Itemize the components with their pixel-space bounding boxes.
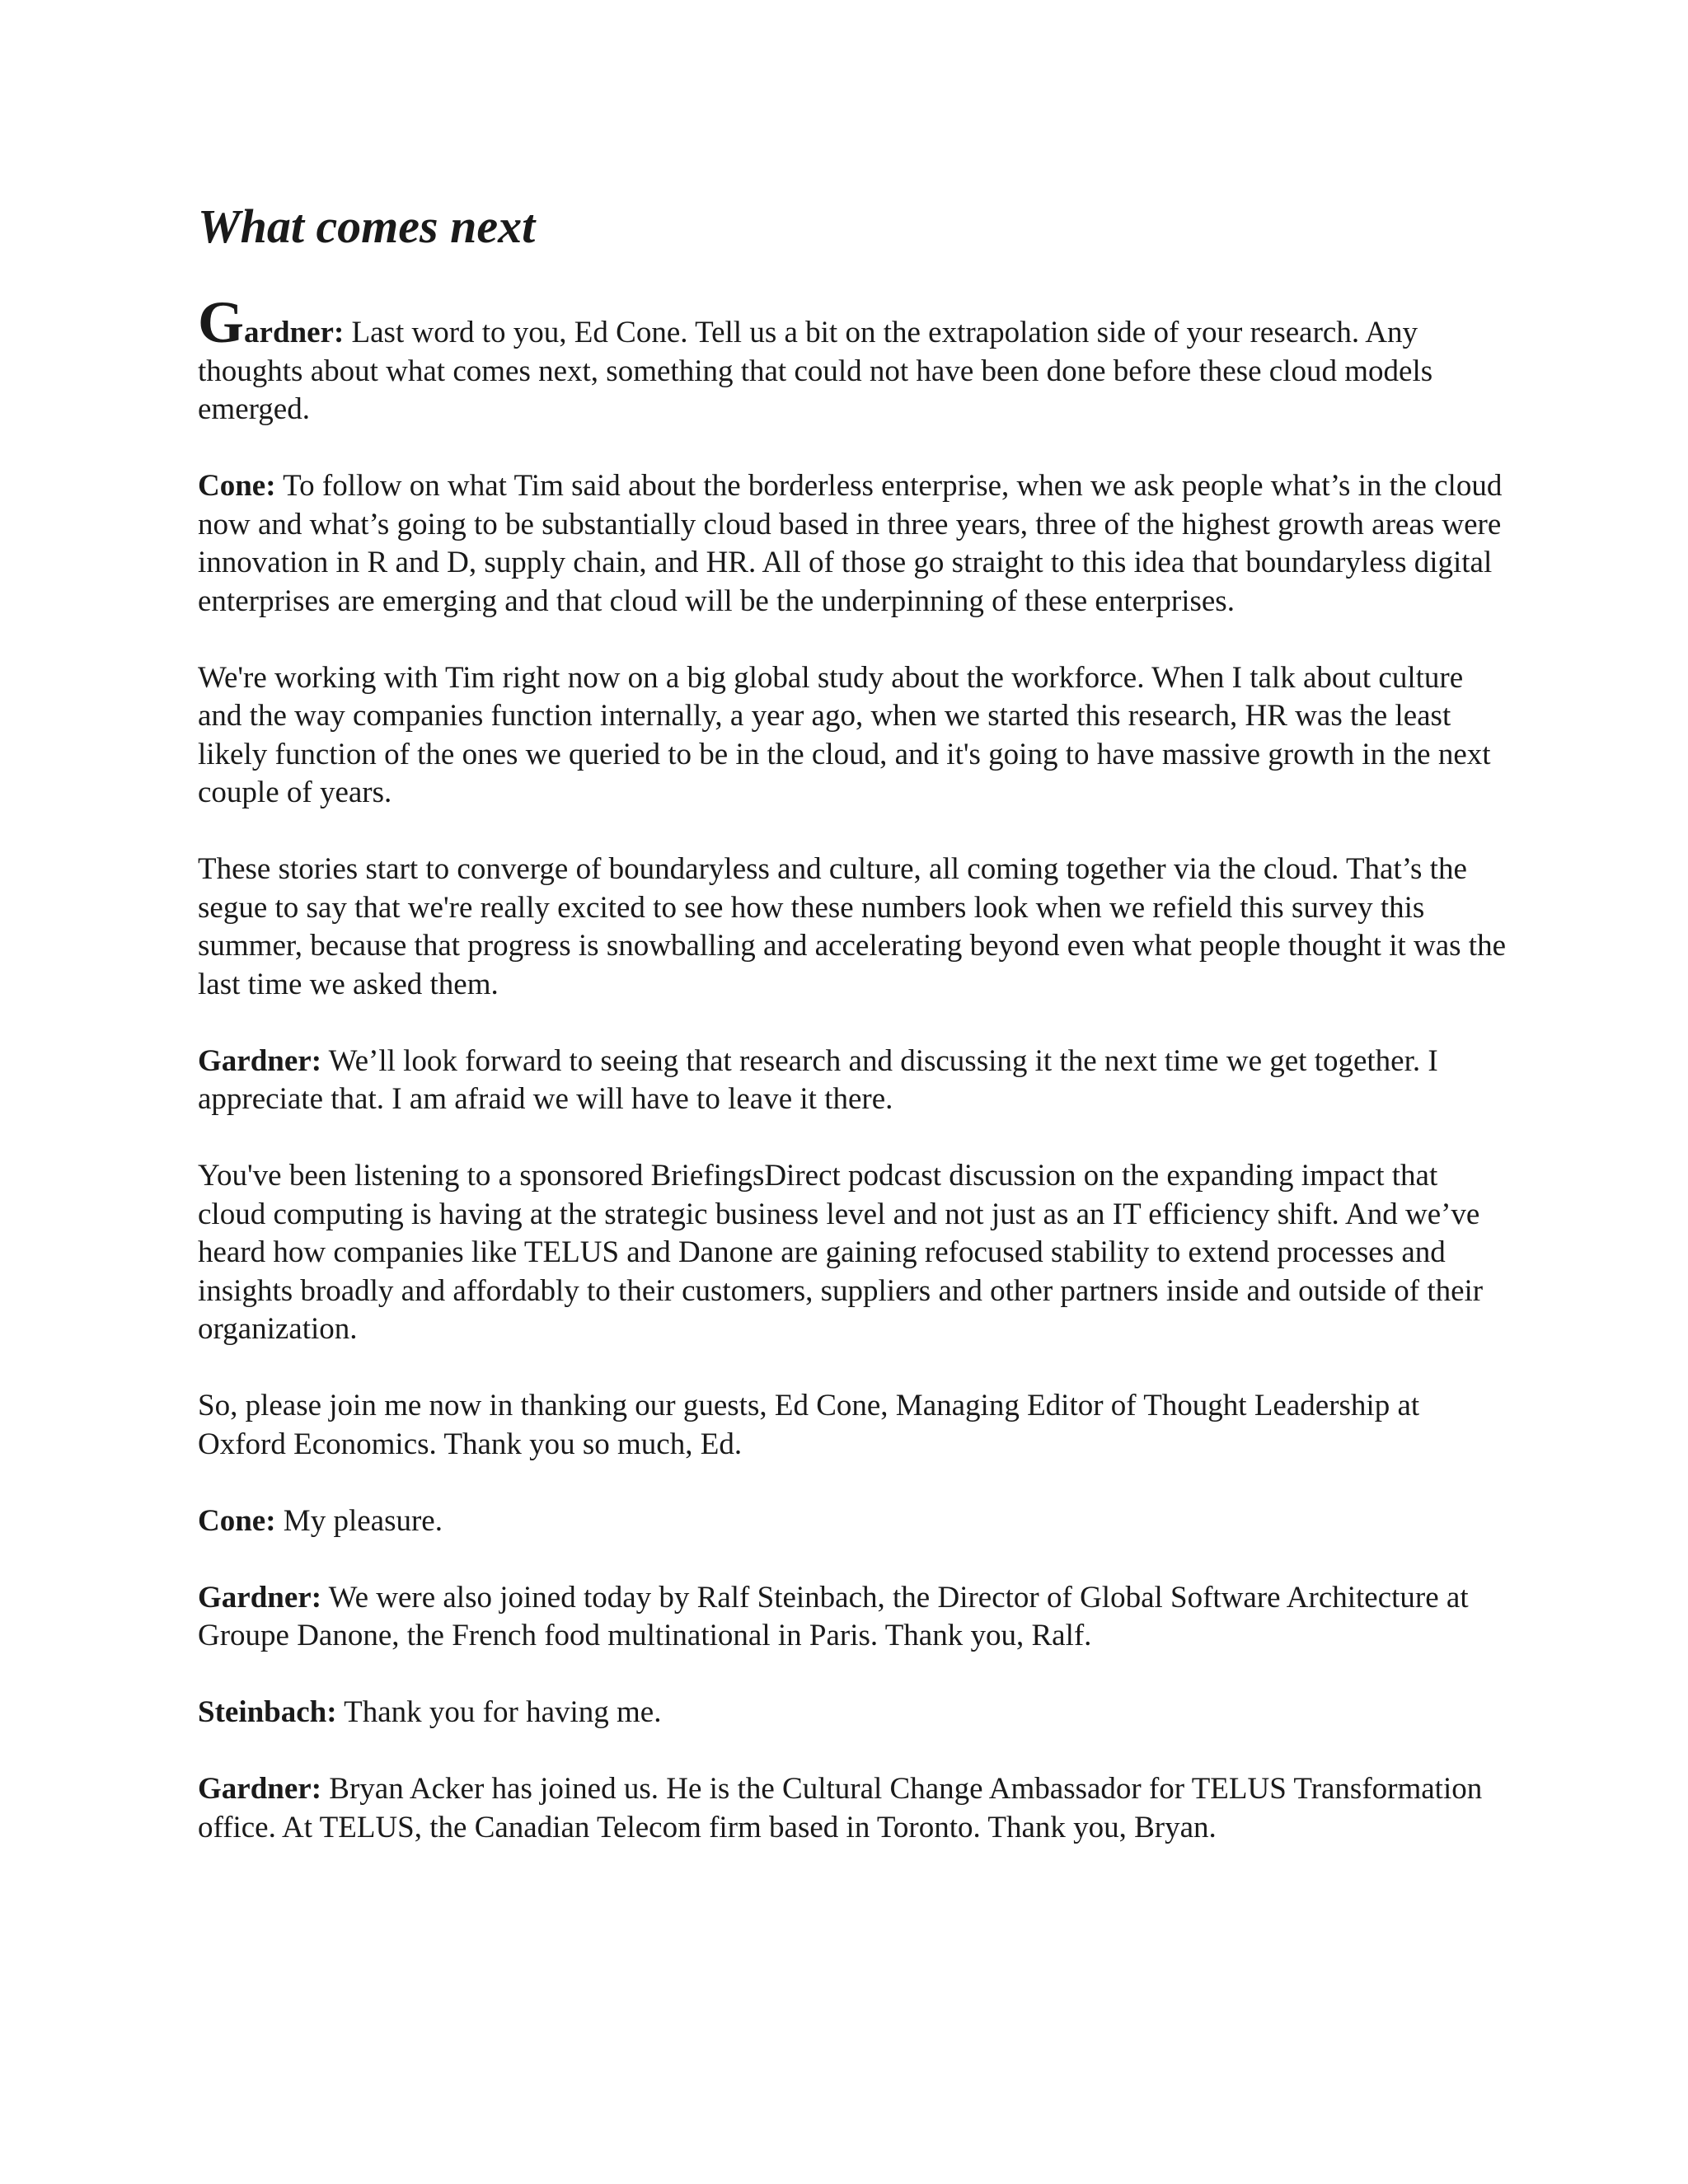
paragraph-text: We were also joined today by Ralf Steinbach, the Director of Global Software Architecture at Groupe Danone, the French food multinational in Paris. Thank you, Ralf.: [198, 1580, 1469, 1652]
document-page: [198, 198, 1508, 1886]
speaker-label: Cone:: [198, 469, 276, 503]
paragraph-text: My pleasure.: [275, 1503, 443, 1538]
paragraph-gardner-intro: [198, 289, 1508, 429]
paragraph-thank-guests: So, please join me now in thanking our guests, Ed Cone, Managing Editor of Thought Leadership at Oxford Economics. Thank you so much, Ed.: [198, 1389, 1420, 1461]
paragraph-steinbach-thanks: [198, 1694, 1508, 1732]
paragraph-text: Last word to you, Ed Cone. Tell us a bit on the extrapolation side of your research. Any thoughts about what comes next, something that could not have been done before these cloud models emerged.: [198, 316, 1433, 426]
paragraph-gardner-acker: [198, 1770, 1508, 1847]
drop-cap: G: [198, 289, 245, 355]
paragraph-text: We’ll look forward to seeing that research and discussing it the next time we get together. I appreciate that. I am afraid we will have to leave it there.: [198, 1043, 1438, 1116]
paragraph-workforce-study: We're working with Tim right now on a big global study about the workforce. When I talk about culture and the way companies function internally, a year ago, when we started this research, HR was the least likely function of the ones we queried to be in the cloud, and it's going to have massive growth in the next couple of years.: [198, 660, 1491, 809]
section-heading: What comes next: [198, 199, 536, 253]
speaker-label: Steinbach:: [198, 1695, 337, 1729]
paragraph-gardner-steinbach: [198, 1579, 1508, 1656]
paragraph-cone-answer: [198, 467, 1508, 621]
speaker-label: ardner:: [244, 316, 345, 349]
paragraph-text: Thank you for having me.: [336, 1695, 662, 1729]
speaker-label: Cone:: [198, 1503, 276, 1538]
paragraph-podcast-summary: You've been listening to a sponsored BriefingsDirect podcast discussion on the expanding impact that cloud computing is having at the strategic business level and not just as an IT efficiency shift. And we’ve heard how companies like TELUS and Danone are gaining refocused stability to extend processes and insights broadly and affordably to their customers, suppliers and other partners inside and outside of their organization.: [198, 1159, 1484, 1346]
paragraph-cone-pleasure: [198, 1502, 1508, 1541]
paragraph-converge: These stories start to converge of boundaryless and culture, all coming together via the cloud. That’s the segue to say that we're really excited to see how these numbers look when we refield this survey this summer, because that progress is snowballing and accelerating beyond even what people thought it was the last time we asked them.: [198, 852, 1507, 1001]
speaker-label: Gardner:: [198, 1043, 322, 1078]
speaker-label: Gardner:: [198, 1772, 322, 1806]
paragraph-text: Bryan Acker has joined us. He is the Cultural Change Ambassador for TELUS Transformation office. At TELUS, the Canadian Telecom firm based in Toronto. Thank you, Bryan.: [198, 1772, 1483, 1844]
speaker-label: Gardner:: [198, 1580, 322, 1615]
paragraph-gardner-forward: [198, 1043, 1508, 1119]
paragraph-text: To follow on what Tim said about the borderless enterprise, when we ask people what’s in the cloud now and what’s going to be substantially cloud based in three years, three of the highest growth areas were innovation in R and D, supply chain, and HR. All of those go straight to this idea that boundaryless digital enterprises are emerging and that cloud will be the underpinning of these enterprises.: [198, 469, 1503, 618]
